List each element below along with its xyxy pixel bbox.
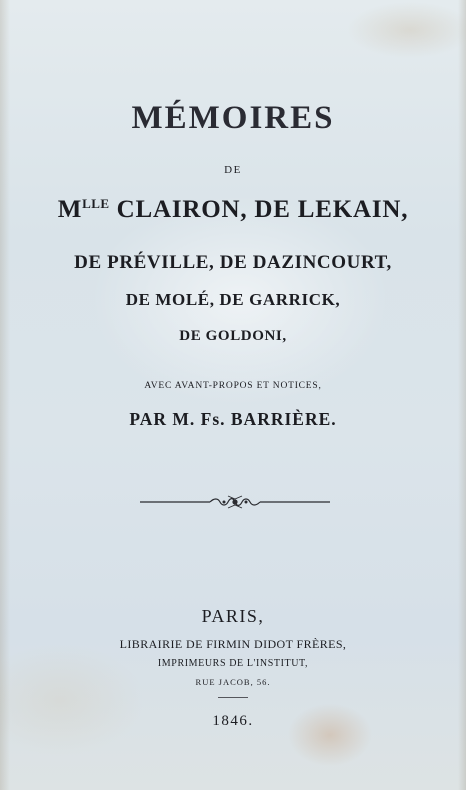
- imprint-address: RUE JACOB, 56.: [195, 677, 271, 687]
- imprint-year: 1846.: [212, 713, 254, 729]
- imprint-printers: IMPRIMEURS DE L'INSTITUT,: [157, 658, 309, 669]
- names-line-1-prefix: M: [57, 196, 83, 223]
- title-preposition: DE: [224, 164, 242, 176]
- names-line-1-rest: CLAIRON, DE LEKAIN,: [109, 196, 409, 223]
- names-line-3: DE MOLÉ, DE GARRICK,: [125, 290, 341, 309]
- imprint-publisher: LIBRAIRIE DE FIRMIN DIDOT FRÈRES,: [119, 637, 347, 651]
- names-line-4: DE GOLDONI,: [179, 328, 287, 344]
- names-line-1-superscript: LLE: [82, 196, 110, 211]
- author-line: PAR M. Fs. BARRIÈRE.: [129, 409, 337, 429]
- imprint-divider: [218, 697, 248, 698]
- fleuron-rule-ornament-icon: [140, 492, 330, 512]
- imprint-city: PARIS,: [201, 606, 265, 626]
- names-line-2: DE PRÉVILLE, DE DAZINCOURT,: [74, 252, 392, 273]
- names-line-1: [0, 196, 466, 224]
- foreword-note: AVEC AVANT-PROPOS ET NOTICES,: [144, 381, 322, 391]
- book-title: MÉMOIRES: [131, 100, 335, 136]
